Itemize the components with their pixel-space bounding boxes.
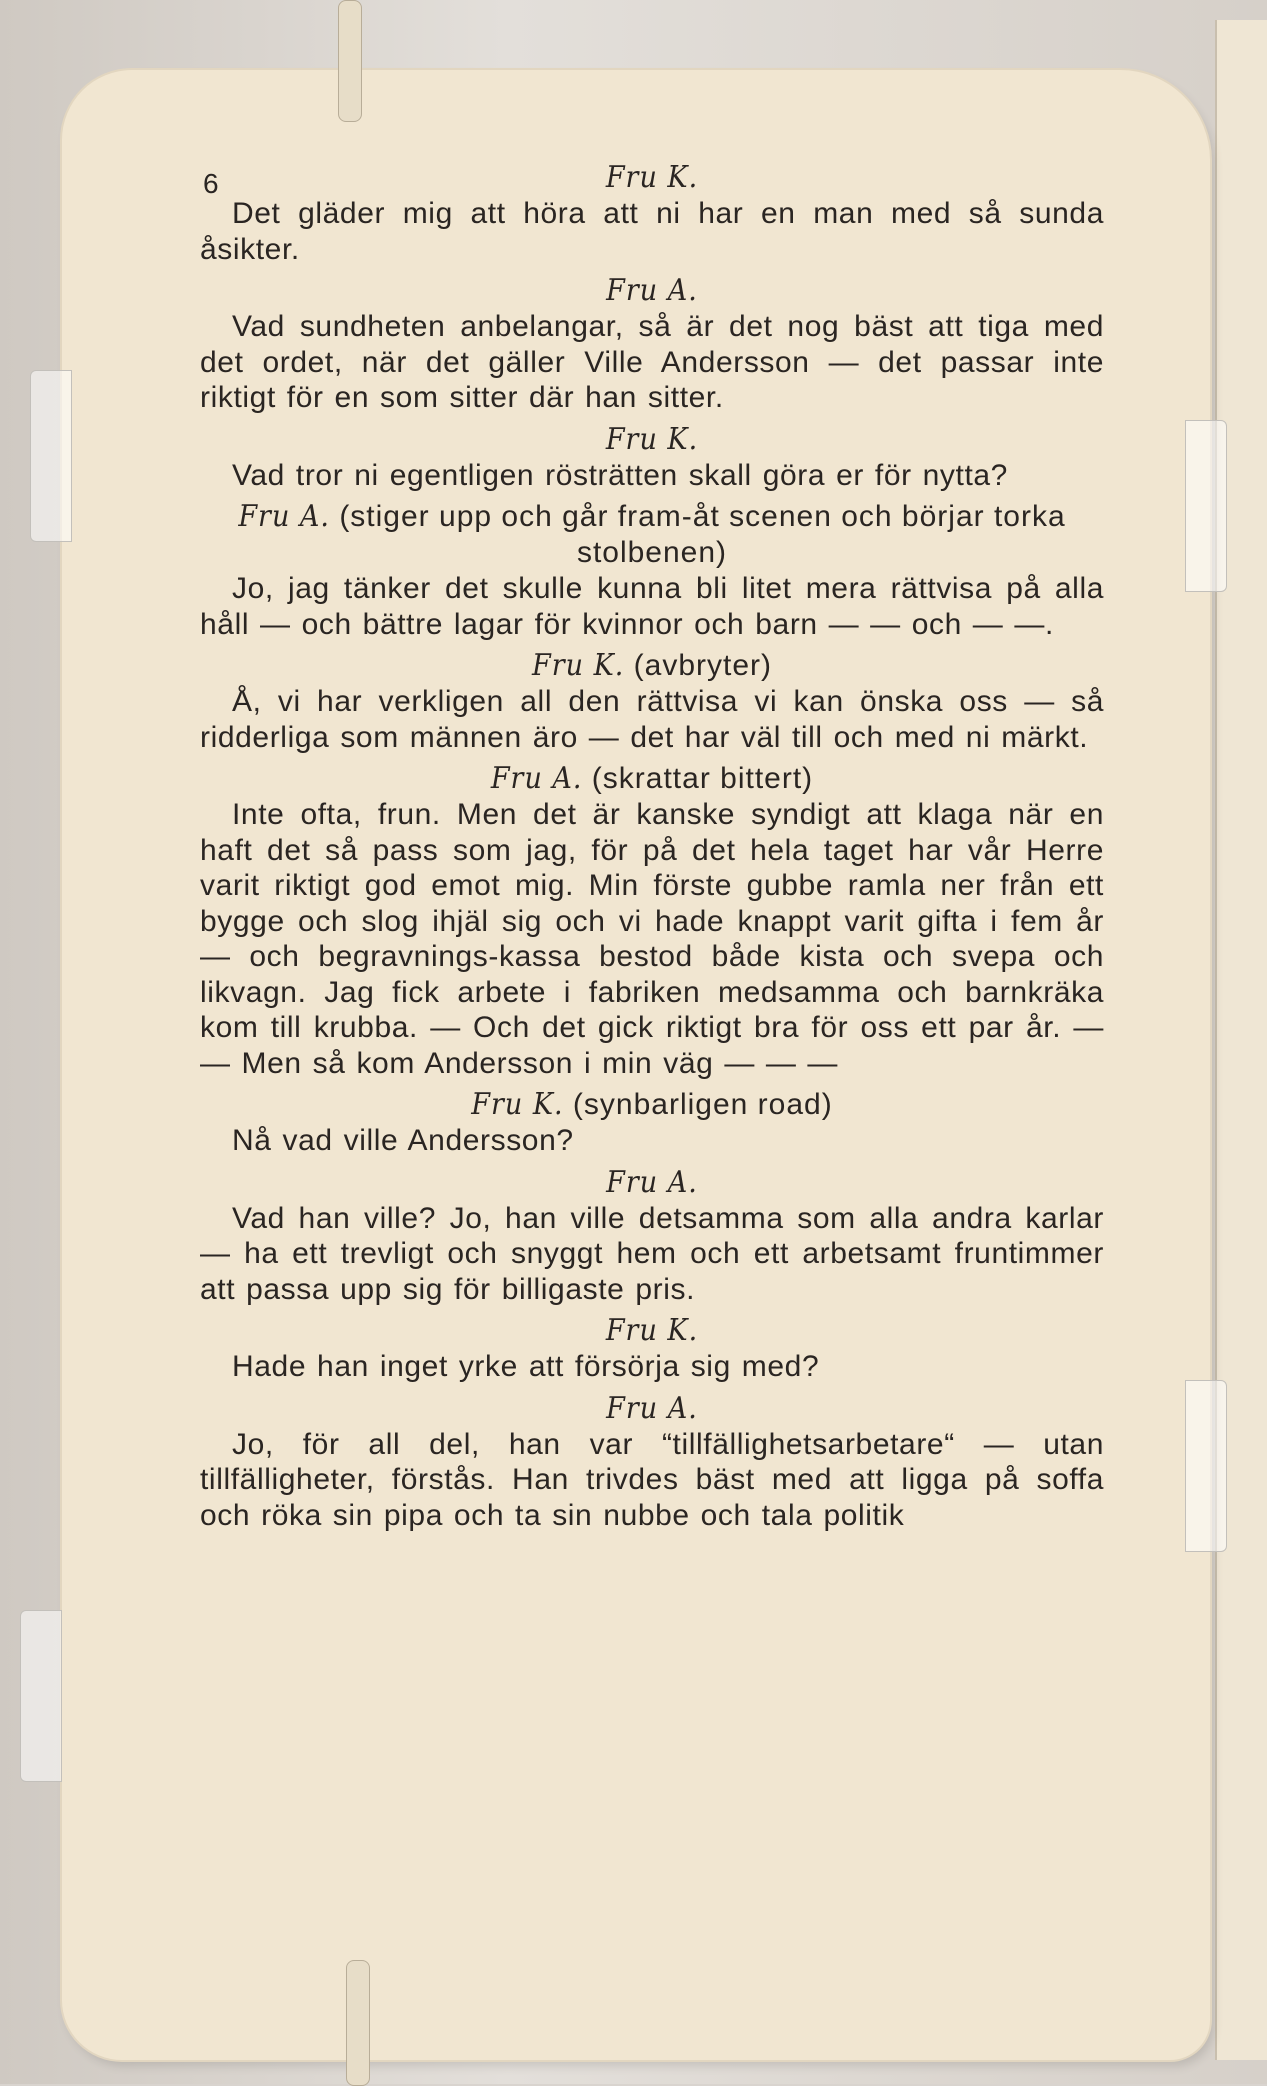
- next-page-edge: [1215, 20, 1267, 2060]
- stage-direction: (skrattar bittert): [582, 762, 814, 795]
- speaker-name: Fru A.: [238, 499, 330, 534]
- binding-strip-bottom: [346, 1960, 370, 2086]
- speaker-name: Fru A.: [606, 273, 698, 308]
- dialogue-paragraph: Å, vi har verkligen all den rättvisa vi kan önska oss — så ridderliga som männen äro — det har väl till och med ni märkt.: [200, 685, 1104, 754]
- speaker-name: Fru K.: [531, 648, 625, 683]
- speaker-heading: [200, 1165, 1104, 1201]
- speaker-heading: [200, 499, 1104, 571]
- binding-strip-top: [338, 0, 362, 122]
- dialogue-paragraph: Jo, för all del, han var “tillfällighetsarbetare“ — utan tillfälligheter, förstås. Han trivdes bäst med att ligga på soffa och röka sin pipa och ta sin nubbe och tala politik: [200, 1427, 1104, 1532]
- page-text: [200, 160, 1104, 1533]
- mount-corner-left-bottom: [20, 1610, 62, 1782]
- dialogue-paragraph: Nå vad ville Andersson?: [232, 1124, 574, 1157]
- dialogue-paragraph: Vad han ville? Jo, han ville detsamma som alla andra karlar — ha ett trevligt och snyggt hem och ett arbetsamt fruntimmer att passa upp sig för billigaste pris.: [200, 1201, 1104, 1306]
- speaker-heading: [200, 273, 1104, 309]
- speaker-heading: [200, 160, 1104, 196]
- speaker-name: Fru K.: [605, 421, 699, 457]
- stage-direction: (synbarligen road): [563, 1088, 833, 1121]
- dialogue-paragraph: Det gläder mig att höra att ni har en man med så sunda åsikter.: [200, 197, 1104, 266]
- speaker-heading: [200, 1313, 1104, 1349]
- dialogue-paragraph: Vad tror ni egentligen rösträtten skall göra er för nytta?: [232, 458, 1008, 492]
- speaker-heading: [200, 1391, 1104, 1427]
- speaker-name: Fru A.: [606, 1164, 698, 1200]
- speaker-name: Fru K.: [471, 1087, 564, 1122]
- dialogue-paragraph: Hade han inget yrke att försörja sig med?: [232, 1350, 820, 1383]
- page-number: 6: [203, 168, 219, 199]
- mount-corner-right-top: [1185, 420, 1227, 592]
- mount-corner-right-bottom: [1185, 1380, 1227, 1552]
- speaker-name: Fru K.: [605, 1313, 699, 1348]
- speaker-heading: [200, 761, 1104, 797]
- dialogue-paragraph: Jo, jag tänker det skulle kunna bli litet mera rättvisa på alla håll — och bättre lagar för kvinnor och barn — — och — —.: [200, 572, 1104, 641]
- speaker-heading: [200, 648, 1104, 684]
- speaker-heading: [200, 1087, 1104, 1123]
- dialogue-paragraph: Inte ofta, frun. Men det är kanske syndigt att klaga när en haft det så pass som jag, för på det hela taget har vår Herre varit riktigt god emot mig. Min förste gubbe ramla ner från ett bygge och slog ihjäl sig och vi hade knappt varit gifta i fem år — och begravnings-kassa bestod både kista och svepa och likvagn. Jag fick arbete i fabriken medsamma och barnkräka kom till krubba. — Och det gick riktigt bra för oss ett par år. — — Men så kom Andersson i min väg — — —: [200, 798, 1104, 1080]
- speaker-heading: [200, 422, 1104, 458]
- stage-direction: (stiger upp och går fram-åt scenen och börjar torka stolbenen): [329, 500, 1066, 569]
- mount-corner-left-top: [30, 370, 72, 542]
- stage-direction: (avbryter): [624, 649, 772, 682]
- speaker-name: Fru K.: [605, 160, 699, 195]
- dialogue-paragraph: Vad sundheten anbelangar, så är det nog bäst att tiga med det ordet, när det gäller Ville Andersson — det passar inte riktigt för en som sitter där han sitter.: [200, 310, 1104, 414]
- speaker-name: Fru A.: [606, 1390, 698, 1426]
- speaker-name: Fru A.: [490, 761, 583, 796]
